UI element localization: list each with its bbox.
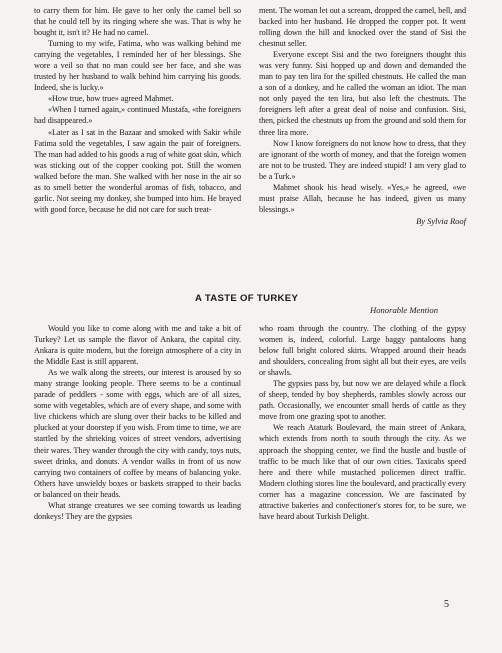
paragraph: Would you like to come along with me and take a bit of Turkey? Let us sample the flavor of Ankara, the capital city. Ankara is quite modern, but the foreign atmosphere of a city in the Middle East is still apparent.	[34, 324, 241, 367]
paragraph: «Later as I sat in the Bazaar and smoked with Sakir while Fatima sold the vegetables, I saw again the pair of foreigners. The man had added to his goods a rug of white goat skin, which was sticking out of the copper cooking pot. Still the women walked before the man. She walked with her nose in the air so as to smell better the wonderful aromas of fish, tobacco, and garlic. Not seeing my donkey, she bumped into him. He brayed with good force, because he did not care for such treat-	[34, 127, 241, 214]
story-right-column	[259, 5, 466, 227]
paragraph: We reach Ataturk Boulevard, the main street of Ankara, which extends from north to south through the city. As we approach the shopping center, we find the hustle and bustle of traffic to be much like that of our own cities. Taxicabs speed here and there while mustached policemen direct traffic. Modern clothing stores line the boulevard, and practically every corner has a magazine concession. We are fascinated by attractive bakeries and confectioner's stores for, to be sure, we have heard about Turkish Delight.	[259, 423, 466, 521]
article-title: A TASTE OF TURKEY	[195, 293, 299, 304]
story-byline: By Sylvia Roof	[416, 215, 466, 226]
paragraph: Turning to my wife, Fatima, who was walking behind me carrying the vegetables, I reminded her of her blessings. She wore a veil so that no man could see her face, and she was trusted by her husband to walk behind him carrying his goods. Indeed, she is lucky.»	[34, 39, 241, 93]
paragraph: Everyone except Sisi and the two foreigners thought this was very funny. Sisi hopped up and down and demanded the man to pay ten lira for the spilled chestnuts. He called the man a son of a donkey, and he called the woman an idiot. The man not only payed the ten lira, but also left the chestnuts. The foreigners left after a great deal of noise and confusion. Sisi, then, picked the chestnuts up from the ground and sold them for three lira more.	[259, 50, 466, 137]
paragraph: What strange creatures we see coming towards us leading donkeys! They are the gypsies	[34, 500, 241, 521]
paragraph: Mahmet shook his head wisely. «Yes,» he agreed, «we must praise Allah, because he has indeed, given us many blessings.»	[259, 182, 466, 214]
story-left-column	[34, 5, 241, 215]
article-subtitle: Honorable Mention	[370, 305, 439, 315]
paragraph: The gypsies pass by, but now we are delayed while a flock of sheep, tended by boy shepherds, rambles slowly across our path. Occasionally, we encounter small herds of cattle as they move from one grazing spot to another.	[259, 379, 466, 422]
story-right-paragraphs	[259, 5, 466, 215]
article-right-column	[259, 323, 466, 522]
article-left-column	[34, 323, 241, 522]
paragraph: «When I turned again,» continued Mustafa, «the foreigners had disappeared.»	[34, 105, 241, 126]
paragraph: ment. The woman let out a scream, dropped the camel, bell, and backed into her husband. He dropped the copper pot. It went rolling down the hill and knocked over the stand of Sisi the chestnut seller.	[259, 6, 466, 49]
paragraph: «How true, how true» agreed Mahmet.	[48, 94, 174, 104]
paragraph: who roam through the country. The clothing of the gypsy women is, indeed, colorful. Large baggy pantaloons hang below full bright colored skirts. Wrapped around their heads and shoulders, concealing from sight all but their eyes, are veils or shawls.	[259, 324, 466, 378]
paragraph: As we walk along the streets, our interest is aroused by so many strange looking people. There seems to be a continual parade of peddlers - some with eggs, which are of all sizes, some with vegetables, which are of every shape, and some with live chickens which are slung over their backs to be killed and plucked at your doorstep if you wish. From time to time, we are startled by the shrieking voices of street vendors, advertising their wares. They wander through the city with candy, toys nuts, sweet drinks, and donuts. A vendor walks in front of us now carrying two containers of coffee by means of balancing yoke. Others have unwieldy boxes or baskets strapped to their backs or balanced on their heads.	[34, 368, 241, 499]
paragraph: Now I know foreigners do not know how to dress, that they are ignorant of the worth of money, and that the foreign women are not to be trusted. They are indeed stupid! I am very glad to be a Turk.»	[259, 138, 466, 181]
page-number: 5	[444, 599, 449, 610]
paragraph: to carry them for him. He gave to her only the camel bell so that he could tell by its ringing where she was. That is why he bought it, isn't it? He had no camel.	[34, 6, 241, 38]
